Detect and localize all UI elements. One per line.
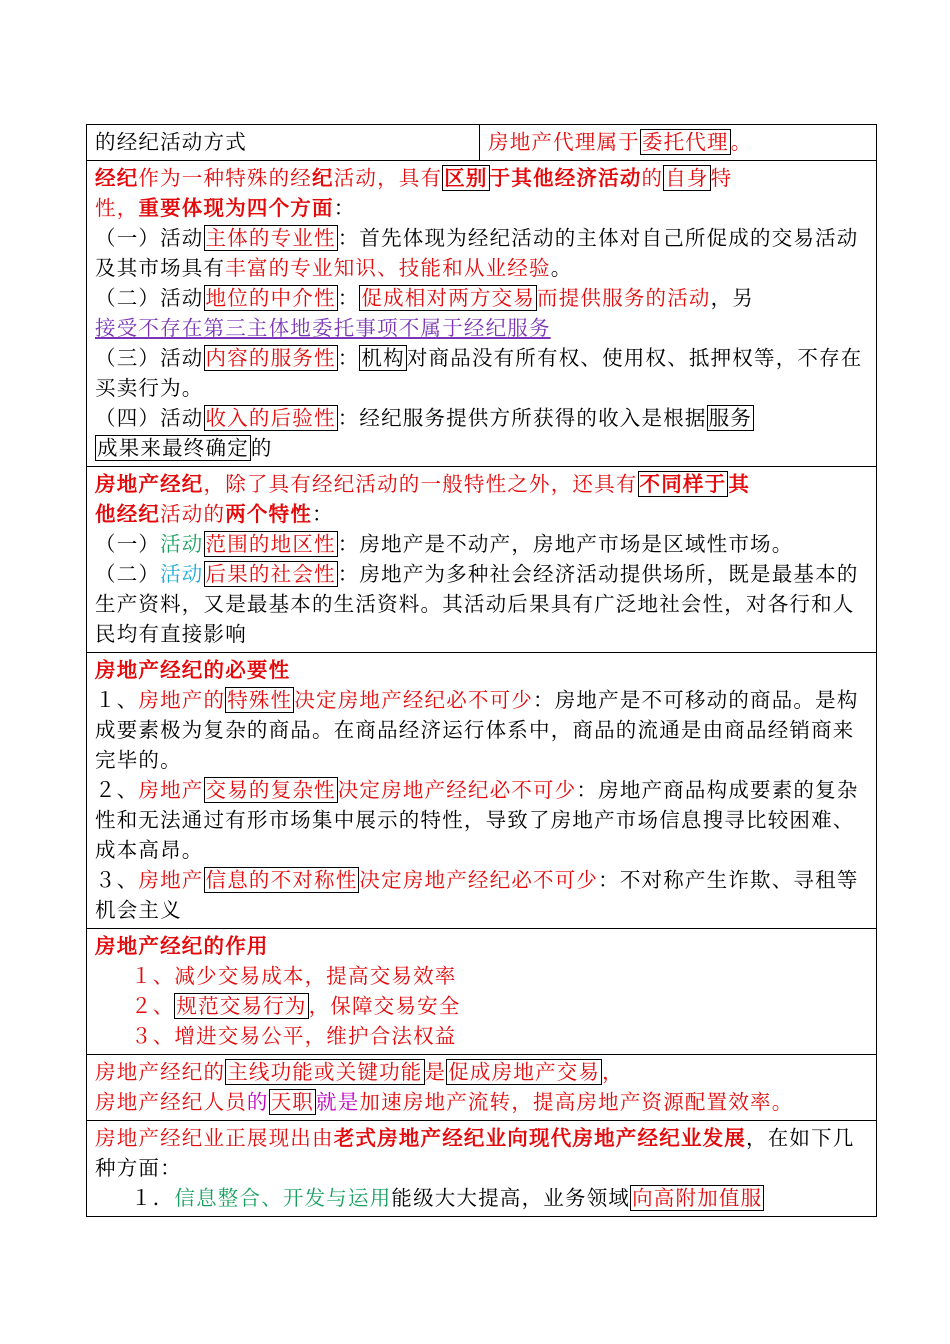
boxed-term: 范围的地区性 (205, 532, 336, 556)
paragraph (95, 685, 870, 775)
table-row (87, 125, 877, 161)
text-run: 活动 (160, 562, 204, 586)
boxed-term: 交易的复杂性 (205, 778, 336, 802)
text-run: 决定房地产经纪必不可少 (294, 688, 534, 712)
boxed-term: 向高附加值服 (632, 1186, 763, 1210)
table-row (87, 1121, 877, 1217)
text-run: 决定房地产经纪必不可少 (359, 868, 599, 892)
boxed-term: 促成相对两方交易 (361, 286, 536, 310)
text-run: ３、 (95, 868, 139, 892)
text-run: ： (333, 196, 356, 220)
paragraph (95, 283, 870, 343)
text-run: 性， (95, 196, 139, 220)
text-run: 决定房地产经纪必不可少 (337, 778, 577, 802)
boxed-term: 收入的后验性 (205, 406, 336, 430)
text-run: ： (337, 346, 360, 370)
cell-real-estate-features (87, 467, 877, 653)
boxed-term: 内容的服务性 (205, 346, 336, 370)
text-run: 加速房地产流转，提高房地产资源配置效率。 (359, 1090, 794, 1114)
text-run: ： (337, 286, 360, 310)
table-row (87, 1055, 877, 1121)
paragraph (95, 775, 870, 865)
paragraph (95, 1087, 870, 1117)
paragraph (95, 223, 870, 283)
text-run: 经纪 (95, 166, 139, 190)
cell-brokerage-features (87, 161, 877, 467)
text-run: 房地产经纪人员 (95, 1090, 247, 1114)
text-run: ２、 (131, 994, 175, 1018)
text-run: 活动的 (160, 502, 226, 526)
text-run: 于其他经济活动 (489, 166, 642, 190)
text-run: １、 (95, 688, 139, 712)
text-run: 两个特性 (225, 502, 313, 526)
text-run: 信息整合、开发与运用 (174, 1186, 392, 1210)
text-run: ：房地产是不动产，房地产市场是区域性市场。 (337, 532, 794, 556)
text-run: ：房地产商品构成要素的复杂性和无法通过有形市场集中展示的特性，导致了房地产市场信息搜寻比较困难、成本高昂。 (95, 778, 859, 862)
text-run: 的 (250, 436, 273, 460)
list-item: ３、增进交易公平，维护合法权益 (131, 1024, 457, 1048)
text-run: 的 (641, 166, 664, 190)
paragraph (95, 469, 870, 529)
text-run: 。 (550, 256, 573, 280)
boxed-term: 不同样于 (639, 472, 727, 496)
section-heading: 房地产经纪的作用 (95, 934, 269, 958)
paragraph (95, 865, 870, 925)
boxed-term: 机构 (361, 346, 405, 370)
text-run: 丰富的专业知识、技能和从业经验 (225, 256, 551, 280)
text-run: 是 (424, 1060, 447, 1084)
text-run: 房地产的 (138, 688, 226, 712)
list-item (95, 1183, 870, 1213)
text-run: ，在如下几种方面： (95, 1126, 855, 1180)
text-run: 作为一种特殊的经 (138, 166, 313, 190)
boxed-term: 后果的社会性 (205, 562, 336, 586)
text-run: 的 (246, 1090, 269, 1114)
text-run: ，另 (710, 286, 755, 310)
text-run: ，保障交易安全 (308, 994, 461, 1018)
table-row (87, 653, 877, 929)
boxed-term: 委托代理 (641, 130, 729, 154)
text-run: ：房地产是不可移动的商品。是构成要素极为复杂的商品。在商品经济运行体系中，商品的流通是由商品经销商来完毕的。 (95, 688, 859, 772)
cell-role (87, 929, 877, 1055)
text-run: 对商品没有所有权、使用权、抵押权等，不存在买卖行为。 (95, 346, 863, 400)
text-run: 房地产经纪的 (95, 1060, 226, 1084)
cell-text: 。 (730, 130, 753, 154)
text-run: 房地产经纪业正展现出由 (95, 1126, 334, 1150)
boxed-term: 特殊性 (227, 688, 293, 712)
text-run: 特 (710, 166, 733, 190)
text-run: 其 (728, 472, 751, 496)
boxed-term: 信息的不对称性 (205, 868, 358, 892)
text-run: （三）活动 (95, 346, 204, 370)
text-run: １． (131, 1186, 175, 1210)
section-heading: 房地产经纪的必要性 (95, 658, 291, 682)
boxed-term: 主体的专业性 (205, 226, 336, 250)
cell-method (87, 125, 480, 161)
cell-main-function (87, 1055, 877, 1121)
text-run: 他经纪 (95, 502, 161, 526)
paragraph (95, 529, 870, 559)
text-run: ：首先体现为经纪活动的主体对自己所促成的交易活动及其市场具有 (95, 226, 859, 280)
paragraph (95, 1057, 870, 1087)
text-run: 能级大大提高，业务领域 (391, 1186, 631, 1210)
text-run: ： (312, 502, 334, 526)
text-run: 老式房地产经纪业向现代房地产经纪业发展 (333, 1126, 747, 1150)
cell-development (87, 1121, 877, 1217)
boxed-term: 主线功能或关键功能 (227, 1060, 423, 1084)
text-run: ：不对称产生诈欺、寻租等机会主义 (95, 868, 859, 922)
boxed-term: 服务 (708, 406, 753, 430)
paragraph (95, 163, 870, 223)
cell-text: 的经纪活动方式 (95, 130, 247, 154)
boxed-term: 天职 (270, 1090, 315, 1114)
text-run: （二） (95, 562, 161, 586)
text-run: （一） (95, 532, 161, 556)
cell-agency (480, 125, 877, 161)
text-run: ２、 (95, 778, 139, 802)
text-run: 而提供服务的活动 (537, 286, 711, 310)
text-run: 活动，具有 (333, 166, 443, 190)
cell-necessity (87, 653, 877, 929)
text-run: ：经纪服务提供方所获得的收入是根据 (337, 406, 707, 430)
paragraph (95, 403, 870, 463)
cell-text: 房地产代理属于 (488, 130, 640, 154)
boxed-term: 规范交易行为 (176, 994, 307, 1018)
text-run: 活动 (160, 532, 204, 556)
text-run: 房地产 (138, 778, 204, 802)
list-item: １、减少交易成本，提高交易效率 (131, 964, 457, 988)
text-run: （四）活动 (95, 406, 204, 430)
table-row (87, 467, 877, 653)
document-page (86, 124, 876, 1217)
text-run: 就是 (316, 1090, 360, 1114)
text-run: ：房地产为多种社会经济活动提供场所，既是最基本的生产资料，又是最基本的生活资料。其活动后果具有广泛地社会性，对各行和人民均有直接影响 (95, 562, 859, 646)
boxed-term: 区别 (444, 166, 488, 190)
text-run: 纪 (312, 166, 334, 190)
boxed-term: 促成房地产交易 (448, 1060, 601, 1084)
table-row (87, 929, 877, 1055)
text-run: ， (602, 1060, 624, 1084)
text-run: （一）活动 (95, 226, 204, 250)
text-run: （二）活动 (95, 286, 204, 310)
notes-table (86, 124, 877, 1217)
text-run: 房地产 (138, 868, 204, 892)
text-run: ，除了具有经纪活动的一般特性之外，还具有 (203, 472, 638, 496)
text-run: 房地产经纪 (95, 472, 204, 496)
text-run: 重要体现为四个方面 (138, 196, 334, 220)
paragraph (95, 559, 870, 649)
boxed-term: 地位的中介性 (205, 286, 336, 310)
paragraph (95, 343, 870, 403)
list-item (95, 991, 870, 1021)
boxed-term: 自身 (665, 166, 709, 190)
paragraph (95, 1123, 870, 1183)
table-row (87, 161, 877, 467)
underlined-note: 接受不存在第三主体地委托事项不属于经纪服务 (95, 316, 551, 340)
boxed-term: 成果来最终确定 (97, 436, 249, 460)
